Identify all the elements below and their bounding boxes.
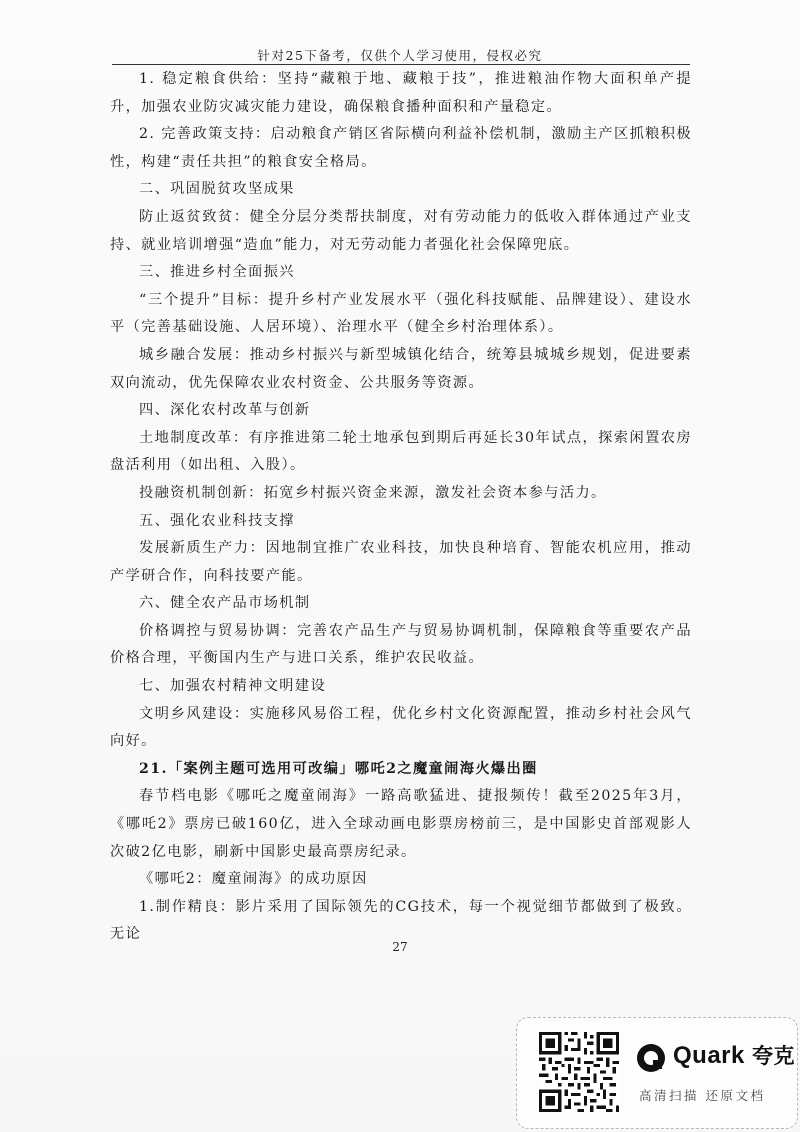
paragraph-2: 2. 完善政策支持：启动粮食产销区省际横向利益补偿机制，激励主产区抓粮积极性，构建“责任共担”的粮食安全格局。 <box>110 126 692 170</box>
quark-logo-icon <box>635 1042 667 1074</box>
quark-brand <box>673 1040 795 1070</box>
quark-tagline: 高清扫描 还原文档 <box>639 1088 766 1103</box>
subheading-success-reasons: 《哪吒2：魔童闹海》的成功原因 <box>139 871 368 888</box>
section-heading-6: 六、健全农产品市场机制 <box>139 595 311 612</box>
section-heading-4: 四、深化农村改革与创新 <box>139 402 311 419</box>
paragraph-4: “三个提升”目标：提升乡村产业发展水平（强化科技赋能、品牌建设）、建设水平（完善基础设施、人居环境）、治理水平（健全乡村治理体系）。 <box>110 291 692 336</box>
paragraph-1: 1. 稳定粮食供给：坚持“藏粮于地、藏粮于技”，推进粮油作物大面积单产提升，加强农业防灾减灾能力建设，确保粮食播种面积和产量稳定。 <box>110 71 692 115</box>
paragraph-10: 文明乡风建设：实施移风易俗工程，优化乡村文化资源配置，推动乡村社会风气向好。 <box>110 705 692 750</box>
paragraph-6: 土地制度改革：有序推进第二轮土地承包到期后再延长30年试点，探索闲置农房盘活利用（如出租、入股）。 <box>110 429 692 474</box>
section-heading-7: 七、加强农村精神文明建设 <box>139 678 327 695</box>
paragraph-12: 1.制作精良：影片采用了国际领先的CG技术，每一个视觉细节都做到了极致。无论 <box>110 898 692 943</box>
paragraph-8: 发展新质生产力：因地制宜推广农业科技，加快良种培育、智能农机应用，推动产学研合作，向科技要产能。 <box>110 540 692 584</box>
quark-brand-en: Quark <box>673 1042 745 1069</box>
header-rule <box>112 64 690 65</box>
paragraph-11: 春节档电影《哪吒之魔童闹海》一路高歌猛进、捷报频传！截至2025年3月，《哪吒2》票房已破160亿，进入全球动画电影票房榜前三，是中国影史首部观影人次破2亿电影，刷新中国影史最高票房纪录。 <box>110 788 692 860</box>
section-heading-2: 二、巩固脱贫攻坚成果 <box>139 181 295 198</box>
section-heading-5: 五、强化农业科技支撑 <box>139 512 295 529</box>
paragraph-9: 价格调控与贸易协调：完善农产品生产与贸易协调机制，保障粮食等重要农产品价格合理，平衡国内生产与进口关系，维护农民收益。 <box>110 622 692 667</box>
paragraph-5: 城乡融合发展：推动乡村振兴与新型城镇化结合，统筹县城城乡规划，促进要素双向流动，优先保障农业农村资金、公共服务等资源。 <box>110 346 692 391</box>
paragraph-7: 投融资机制创新：拓宽乡村振兴资金来源，激发社会资本参与活力。 <box>139 484 607 501</box>
section-heading-3: 三、推进乡村全面振兴 <box>139 264 295 281</box>
page-number: 27 <box>392 940 408 954</box>
page-header: 针对25下备考，仅供个人学习使用，侵权必究 <box>257 48 543 63</box>
case-title: 21.「案例主题可选用可改编」哪吒2之魔童闹海火爆出圈 <box>139 760 538 777</box>
qr-code-icon[interactable] <box>539 1032 619 1112</box>
page-content <box>110 66 692 949</box>
paragraph-3: 防止返贫致贫：健全分层分类帮扶制度，对有劳动能力的低收入群体通过产业支持、就业培训增强“造血”能力，对无劳动能力者强化社会保障兜底。 <box>110 208 692 253</box>
quark-brand-cn: 夸克 <box>752 1044 796 1068</box>
quark-scan-badge[interactable] <box>516 1017 798 1129</box>
